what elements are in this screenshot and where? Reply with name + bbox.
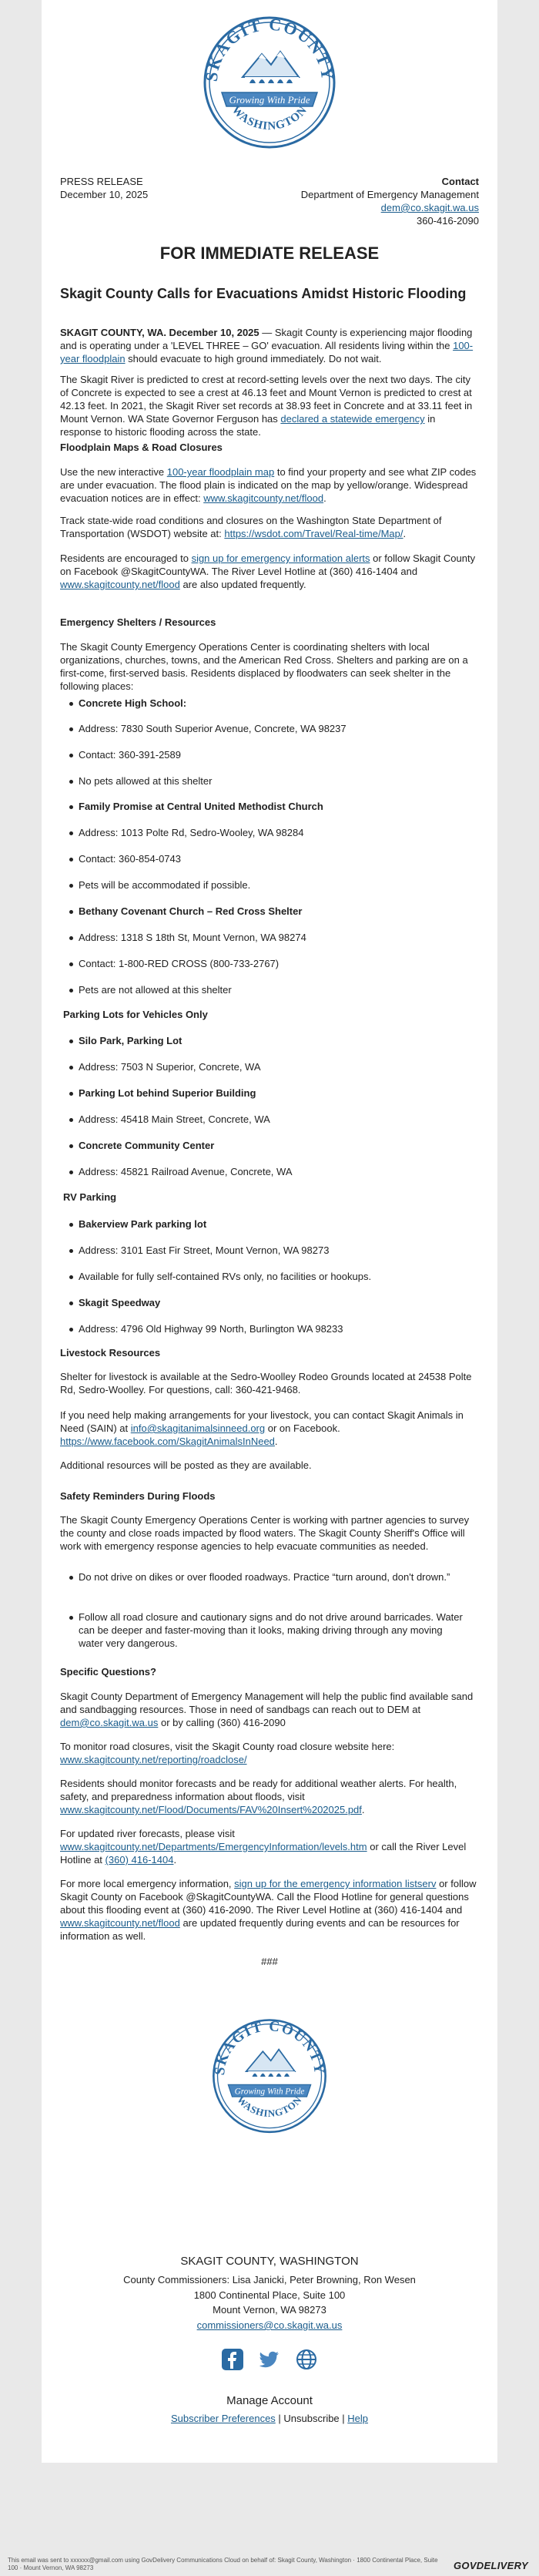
flood-site-link-3[interactable]: www.skagitcounty.net/flood [60, 1917, 180, 1929]
shelters-heading: Emergency Shelters / Resources [60, 616, 216, 628]
contact-email-link[interactable]: dem@co.skagit.wa.us [380, 202, 479, 213]
parking-3-address: Address: 45821 Railroad Avenue, Concrete, WA [79, 1165, 464, 1178]
press-release-header [60, 175, 148, 201]
floodplain-link[interactable]: 100-year floodplain [60, 340, 474, 364]
sain-email-link[interactable]: info@skagitanimalsinneed.org [130, 1422, 266, 1434]
logo-bottom-text: WASHINGTON [229, 103, 310, 133]
footer-logo-bottom-text: WASHINGTON [235, 2094, 304, 2120]
safety-bullet-1: Do not drive on dikes or over flooded roadways. Practice “turn around, don't drown.” [79, 1570, 464, 1584]
river-levels-link[interactable]: www.skagitcounty.net/Departments/EmergencyInformation/levels.htm [60, 1841, 367, 1852]
headline: Skagit County Calls for Evacuations Amidst Historic Flooding [60, 286, 467, 301]
listserv-paragraph: For more local emergency information, sign up for the emergency information listserv or follow Skagit County on Facebook @SkagitCountyWA. Call the Flood Hotline for general questions about this flooding event at (360) 416-2090. The River Level Hotline at (360) 416-1404 and www.skagitcounty.net/flood are updated frequently during events and can be resources for information as well. [60, 1878, 477, 1942]
footer-org: SKAGIT COUNTY, WASHINGTON [180, 2255, 359, 2268]
flood-site-link[interactable]: www.skagitcounty.net/flood [203, 492, 324, 504]
river-forecast-paragraph: For updated river forecasts, please visit www.skagitcounty.net/Departments/EmergencyInformation/levels.htm or call the River Level Hotline at (360) 416-1404. [60, 1828, 467, 1866]
dateline: SKAGIT COUNTY, WA. December 10, 2025 [60, 327, 259, 338]
river-hotline-link[interactable]: (360) 416-1404 [105, 1854, 174, 1866]
questions-heading: Specific Questions? [60, 1666, 156, 1678]
livestock-heading: Livestock Resources [60, 1347, 161, 1359]
livestock-paragraph: Shelter for livestock is available at the Sedro-Woolley Rodeo Grounds located at 24538 Polte Rd, Sedro-Woolley. For questions, call: 360-421-9468. [60, 1371, 472, 1395]
listserv-link[interactable]: sign up for the emergency information listserv [234, 1878, 437, 1889]
footer-logo-top-text: SKAGIT COUNTY [211, 2017, 328, 2077]
govdelivery-logo: GOVDELIVERY [454, 2560, 528, 2571]
sain-paragraph: If you need help making arrangements for your livestock, you can contact Skagit Animals in Need (SAIN) at info@skagitanimalsinneed.org or on Facebook. https://www.facebook.com/SkagitAnimalsInNeed. [60, 1409, 464, 1447]
logo-ribbon-text: Growing With Pride [229, 94, 310, 106]
shelter-2-name: Family Promise at Central United Methodist Church [79, 800, 464, 813]
shelter-3-pets: Pets are not allowed at this shelter [79, 983, 464, 996]
additional-resources: Additional resources will be posted as they are available. [60, 1459, 312, 1471]
contact-phone: 360-416-2090 [417, 215, 479, 227]
parking-2-address: Address: 45418 Main Street, Concrete, WA [79, 1113, 464, 1126]
intro-paragraph: SKAGIT COUNTY, WA. December 10, 2025 — Skagit County is experiencing major flooding and is operating under a 'LEVEL THREE – GO' evacuation. All residents living within the 100-year floodplain should evacuate to high ground immediately. Do not wait. [60, 327, 474, 364]
manage-account-label: Manage Account [226, 2394, 313, 2407]
rv-1-address: Address: 3101 East Fir Street, Mount Vernon, WA 98273 [79, 1244, 464, 1257]
flood-site-link-2[interactable]: www.skagitcounty.net/flood [60, 579, 180, 590]
globe-icon[interactable] [296, 2349, 317, 2370]
parking-heading: Parking Lots for Vehicles Only [63, 1009, 208, 1020]
parking-1-name: Silo Park, Parking Lot [79, 1034, 464, 1047]
footer-address-2: Mount Vernon, WA 98273 [213, 2304, 326, 2316]
release-date: December 10, 2025 [60, 189, 149, 200]
shelter-3-contact: Contact: 1-800-RED CROSS (800-733-2767) [79, 957, 464, 970]
shelter-1-contact: Contact: 360-391-2589 [79, 748, 464, 761]
release-title: FOR IMMEDIATE RELEASE [159, 243, 380, 263]
parking-3-name: Concrete Community Center [79, 1139, 464, 1152]
parking-1-address: Address: 7503 N Superior, Concrete, WA [79, 1060, 464, 1073]
footer-commissioners: County Commissioners: Lisa Janicki, Peter Browning, Ron Wesen [123, 2274, 416, 2285]
flood-insert-link[interactable]: www.skagitcounty.net/Flood/Documents/FAV%20Insert%202025.pdf [60, 1804, 362, 1815]
rv-heading: RV Parking [63, 1191, 117, 1203]
floodplain-heading: Floodplain Maps & Road Closures [60, 442, 223, 453]
floodplain-map-link[interactable]: 100-year floodplain map [166, 466, 275, 478]
contact-department: Department of Emergency Management [300, 189, 479, 200]
help-link[interactable]: Help [347, 2413, 369, 2424]
wsdot-link[interactable]: https://wsdot.com/Travel/Real-time/Map/ [224, 528, 403, 539]
footer-email-link[interactable]: commissioners@co.skagit.wa.us [196, 2319, 343, 2331]
floodplain-paragraph: Use the new interactive 100-year floodplain map to find your property and see what ZIP codes are under evacuation. The flood plain is indicated on the map by yellow/orange. Widespread evacuation notices are in effect: www.skagitcounty.net/flood. [60, 466, 477, 504]
alerts-paragraph: Residents are encouraged to sign up for emergency information alerts or follow Skagit County on Facebook @SkagitCountyWA. The River Level Hotline at (360) 416-1404 and www.skagitcounty.net/flood are also updated frequently. [60, 552, 476, 590]
shelter-2-pets: Pets will be accommodated if possible. [79, 878, 464, 892]
footer-address-1: 1800 Continental Place, Suite 100 [193, 2289, 346, 2301]
safety-bullet-2: Follow all road closure and cautionary signs and do not drive around barricades. Water can be deeper and faster-moving than it looks, making driving through any moving water very dangerous. [79, 1611, 463, 1649]
twitter-icon[interactable] [259, 2349, 280, 2370]
shelter-3-address: Address: 1318 S 18th St, Mount Vernon, WA 98274 [79, 931, 464, 944]
shelter-1-address: Address: 7830 South Superior Avenue, Concrete, WA 98237 [79, 722, 464, 735]
unsubscribe-link[interactable]: Unsubscribe [283, 2413, 340, 2424]
shelter-1-name: Concrete High School: [79, 697, 464, 710]
press-release-label: PRESS RELEASE [60, 176, 143, 187]
shelter-2-contact: Contact: 360-854-0743 [79, 852, 464, 865]
logo-top-text: SKAGIT COUNTY [201, 14, 338, 83]
subscriber-preferences-link[interactable]: Subscriber Preferences [170, 2413, 276, 2424]
shelter-2-address: Address: 1013 Polte Rd, Sedro-Wooley, WA 98284 [79, 826, 464, 839]
govdelivery-notice: This email was sent to xxxxxx@gmail.com using GovDelivery Communications Cloud on behalf of: Skagit County, Washington · 1800 Continental Place, Suite 100 · Mount Vernon, WA 98273 [8, 2557, 438, 2571]
sandbag-paragraph: Skagit County Department of Emergency Management will help the public find available sand and sandbagging resources. Those in need of sandbags can reach out to DEM at dem@co.skagit.wa.us or by calling (360) 416-2090 [60, 1691, 474, 1728]
footer-links: Subscriber Preferences | Unsubscribe | Help [170, 2413, 369, 2424]
rv-1-name: Bakerview Park parking lot [79, 1217, 464, 1231]
crest-paragraph: The Skagit River is predicted to crest at record-setting levels over the next two days. The city of Concrete is expected to see a crest at 46.13 feet and Mount Vernon is predicted to crest at 42.13 feet. In 2021, the Skagit River set records at 38.93 feet in Concrete and at 33.11 feet in Mount Vernon. WA State Governor Ferguson has declared a statewide emergency in response to historic flooding across the state. [60, 374, 473, 438]
footer-logo-ribbon-text: Growing With Pride [234, 2087, 305, 2097]
end-mark: ### [261, 1956, 278, 1967]
forecast-paragraph: Residents should monitor forecasts and be ready for additional weather alerts. For health, safety, and preparedness information about floods, visit www.skagitcounty.net/Flood/Documents/FAV%20Insert%202025.pdf. [60, 1778, 457, 1815]
contact-block [301, 175, 479, 227]
skagit-county-logo [200, 9, 339, 156]
footer-skagit-logo [208, 2013, 331, 2140]
safety-intro: The Skagit County Emergency Operations Center is working with partner agencies to survey the county and close roads impacted by flood waters. The Skagit County Sheriff's Office will work with emergency response agencies to help evacuate communities as needed. [60, 1514, 470, 1552]
shelters-intro: The Skagit County Emergency Operations Center is coordinating shelters with local organizations, churches, towns, and the American Red Cross. Shelters and parking are on a first-come, first-served basis. Residents displaced by floodwaters can seek shelter in the following places: [60, 641, 468, 692]
rv-1-note: Available for fully self-contained RVs only, no facilities or hookups. [79, 1270, 464, 1283]
safety-heading: Safety Reminders During Floods [60, 1490, 216, 1502]
rv-2-address: Address: 4796 Old Highway 99 North, Burlington WA 98233 [79, 1322, 464, 1335]
rv-2-name: Skagit Speedway [79, 1296, 464, 1309]
wsdot-paragraph: Track state-wide road conditions and closures on the Washington State Department of Transportation (WSDOT) website at: https://wsdot.com/Travel/Real-time/Map/. [60, 515, 442, 539]
dem-email-link[interactable]: dem@co.skagit.wa.us [60, 1717, 159, 1728]
parking-2-name: Parking Lot behind Superior Building [79, 1086, 464, 1100]
road-closure-paragraph: To monitor road closures, visit the Skagit County road closure website here: www.skagitcounty.net/reporting/roadclose/ [60, 1741, 395, 1765]
press-release-card [42, 0, 497, 2463]
sain-facebook-link[interactable]: https://www.facebook.com/SkagitAnimalsInNeed [60, 1436, 275, 1447]
shelter-3-name: Bethany Covenant Church – Red Cross Shelter [79, 905, 464, 918]
facebook-icon[interactable] [222, 2349, 243, 2370]
road-closure-link[interactable]: www.skagitcounty.net/reporting/roadclose/ [60, 1754, 247, 1765]
statewide-emergency-link[interactable]: declared a statewide emergency [280, 413, 425, 425]
contact-label: Contact [441, 176, 479, 187]
shelter-1-pets: No pets allowed at this shelter [79, 774, 464, 788]
alerts-signup-link[interactable]: sign up for emergency information alerts [191, 552, 370, 564]
